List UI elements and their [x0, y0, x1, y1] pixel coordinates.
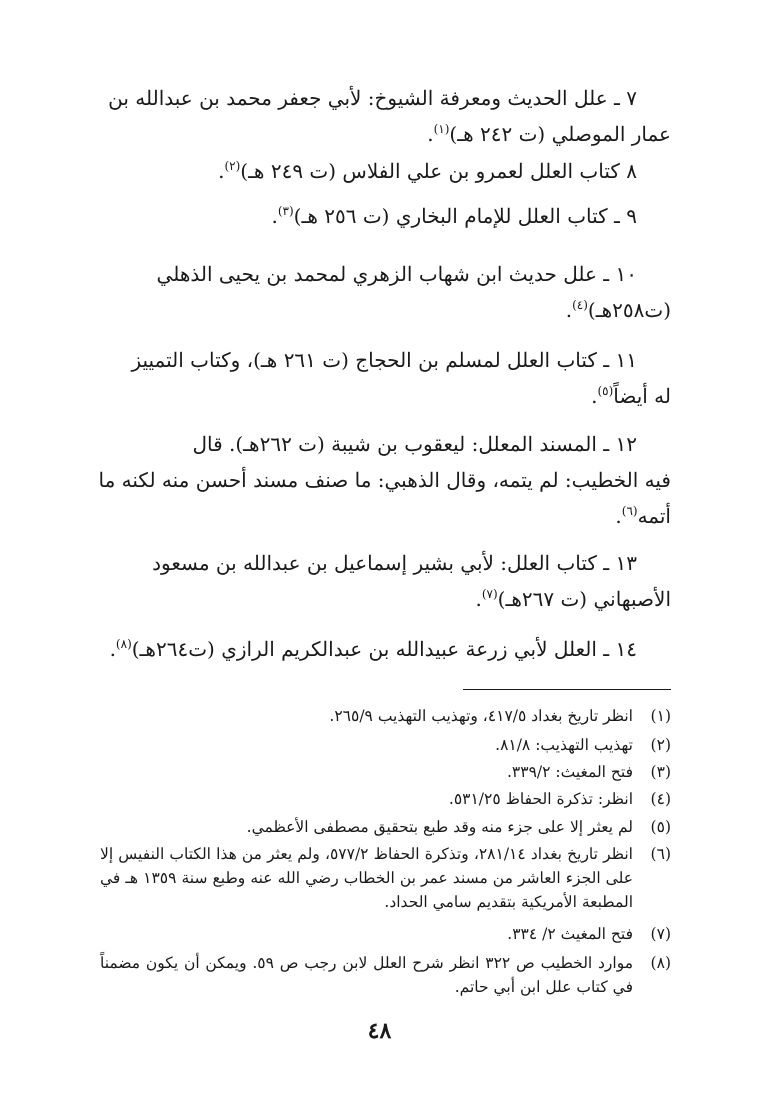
entry-14: ١٤ ـ العلل لأبي زرعة عبيدالله بن عبدالكريم الرازي (ت٢٦٤هـ)$^{(٨)}$.: [109, 637, 637, 661]
footnote-number: (٥): [650, 818, 671, 836]
footnote-5: [100, 815, 671, 839]
footnote-ref[interactable]: (٨): [115, 637, 132, 651]
footnote-ref[interactable]: (٣): [277, 204, 294, 218]
footnote-ref[interactable]: (٥): [597, 384, 614, 398]
footnote-number: (٤): [650, 790, 671, 808]
footnote-8: [100, 951, 671, 999]
page-number: ٤٨: [367, 1018, 392, 1044]
entry-line: عمار الموصلي (ت ٢٤٢ هـ): [449, 122, 671, 146]
footnote-ref[interactable]: (٢): [224, 159, 241, 173]
footnote-ref[interactable]: (٤): [572, 298, 588, 312]
footnote-text: تهذيب التهذيب: ٨١/٨.: [495, 736, 633, 754]
footnote-6: [100, 842, 671, 914]
entry-7: ٧ ـ علل الحديث ومعرفة الشيوخ: لأبي جعفر محمد بن عبدالله بن عمار الموصلي (ت ٢٤٢ هـ)$^{(١)}$.: [82, 80, 671, 152]
footnote-ref[interactable]: (٧): [481, 587, 498, 601]
footnote-text: فتح المغيث ٢/ ٣٣٤.: [507, 925, 633, 943]
footnote-text: انظر تاريخ بغداد ٢٨١/١٤، وتذكرة الحفاظ ٥٧٧/٢، ولم يعثر من هذا الكتاب النفيس إلا على الجزء العاشر من مسند عمر بن الخطاب رضي الله عنه وطبع سنة ١٣٥٩ هـ في المطبعة الأمريكية بتقديم سامي الحداد.: [100, 845, 633, 911]
entry-11: ١١ ـ كتاب العلل لمسلم بن الحجاج (ت ٢٦١ هـ)، وكتاب التمييز له أيضاً$^{(٥)}$.: [82, 342, 671, 414]
footnote-ref[interactable]: (١): [433, 122, 450, 136]
footnote-number: (٨): [650, 954, 671, 972]
footnote-number: (١): [650, 707, 671, 725]
entry-8: ٨ كتاب العلل لعمرو بن علي الفلاس (ت ٢٤٩ هـ)$^{(٢)}$.: [218, 159, 637, 183]
entry-10: ١٠ ـ علل حديث ابن شهاب الزهري لمحمد بن يحيى الذهلي (ت٢٥٨هـ)$^{(٤)}$.: [82, 256, 671, 328]
entry-line: ١٣ ـ كتاب العلل: لأبي بشير إسماعيل بن عبدالله بن مسعود: [152, 551, 637, 575]
footnote-text: فتح المغيث: ٣٣٩/٢.: [506, 763, 633, 781]
footnote-number: (٦): [650, 845, 671, 863]
entry-line: أتمه: [637, 504, 671, 528]
footnote-text: موارد الخطيب ص ٣٢٢ انظر شرح العلل لابن رجب ص ٥٩. ويمكن أن يكون مضمناً في كتاب علل ابن أبي حاتم.: [100, 954, 634, 996]
entry-12: ١٢ ـ المسند المعلل: ليعقوب بن شيبة (ت ٢٦٢هـ). قال فيه الخطيب: لم يتمه، وقال الذهبي: ما صنف مسند أحسن منه لكنه ما أتمه$^{(٦)}$.: [82, 426, 671, 534]
footnote-3: [100, 760, 671, 784]
entry-line: ٨ كتاب العلل لعمرو بن علي الفلاس (ت ٢٤٩ هـ): [240, 159, 637, 183]
footnote-text: انظر: تذكرة الحفاظ ٥٣١/٢٥.: [448, 790, 633, 808]
footnote-7: [100, 922, 671, 946]
footnote-number: (٢): [650, 736, 671, 754]
footnote-1: [100, 704, 671, 728]
entry-line: ١١ ـ كتاب العلل لمسلم بن الحجاج (ت ٢٦١ هـ)، وكتاب التمييز: [131, 348, 637, 372]
entry-line: ٧ ـ علل الحديث ومعرفة الشيوخ: لأبي جعفر محمد بن عبدالله بن: [108, 86, 637, 110]
footnote-ref[interactable]: (٦): [621, 504, 638, 518]
entry-line: ٩ ـ كتاب العلل للإمام البخاري (ت ٢٥٦ هـ): [293, 204, 637, 228]
entry-line: ١٢ ـ المسند المعلل: ليعقوب بن شيبة (ت ٢٦٢هـ). قال: [192, 432, 637, 456]
entry-line: ١٠ ـ علل حديث ابن شهاب الزهري لمحمد بن يحيى الذهلي: [156, 262, 637, 286]
entry-line: ١٤ ـ العلل لأبي زرعة عبيدالله بن عبدالكريم الرازي (ت٢٦٤هـ): [131, 637, 637, 661]
footnote-text: لم يعثر إلا على جزء منه وقد طبع بتحقيق مصطفى الأعظمي.: [246, 818, 633, 836]
entry-line: (ت٢٥٨هـ): [587, 298, 671, 322]
footnote-text: انظر تاريخ بغداد ٤١٧/٥، وتهذيب التهذيب ٢٦٥/٩.: [329, 707, 633, 725]
entry-line: له أيضاً: [613, 384, 671, 408]
footnote-2: [100, 733, 671, 757]
footnote-divider: [463, 689, 671, 690]
entry-9: ٩ ـ كتاب العلل للإمام البخاري (ت ٢٥٦ هـ)$^{(٣)}$.: [271, 204, 637, 228]
footnote-number: (٧): [650, 925, 671, 943]
footnote-4: [100, 787, 671, 811]
entry-line: فيه الخطيب: لم يتمه، وقال الذهبي: ما صنف مسند أحسن منه لكنه ما: [98, 468, 671, 492]
entry-line: الأصبهاني (ت ٢٦٧هـ): [497, 587, 671, 611]
footnote-number: (٣): [650, 763, 671, 781]
entry-13: ١٣ ـ كتاب العلل: لأبي بشير إسماعيل بن عبدالله بن مسعود الأصبهاني (ت ٢٦٧هـ)$^{(٧)}$.: [82, 545, 671, 617]
